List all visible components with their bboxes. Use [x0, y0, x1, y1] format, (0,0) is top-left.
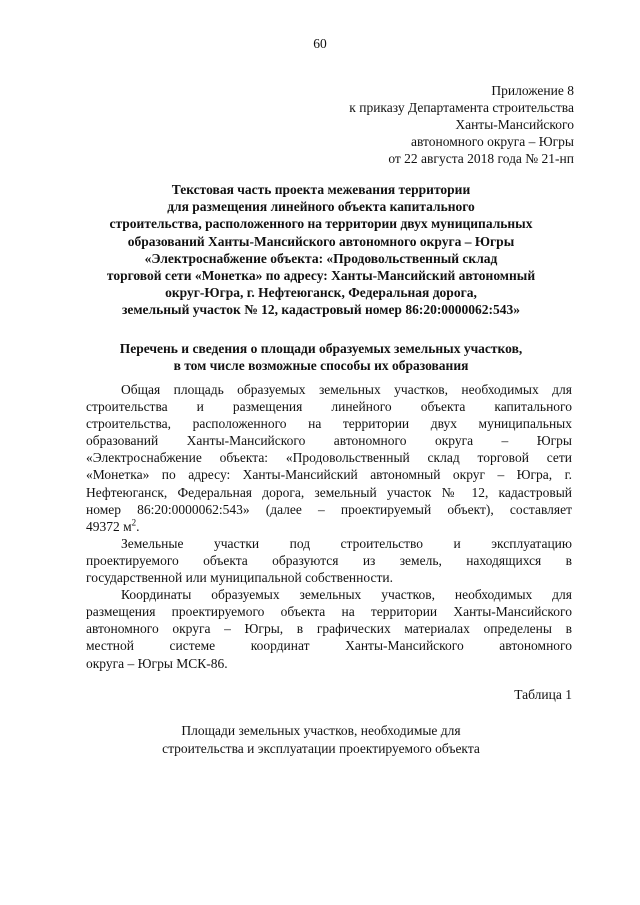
- paragraph-coordinates: [86, 586, 572, 671]
- appendix-region-1: Ханты-Мансийского: [455, 117, 574, 132]
- text-line: государственной или муниципальной собственности.: [86, 570, 393, 586]
- paragraph-land-category: [86, 535, 572, 586]
- text-line: «Электроснабжение объекта: «Продовольственный склад торговой сети: [86, 450, 572, 466]
- appendix-date: от 22 августа 2018 года № 21-нп: [388, 151, 574, 166]
- text-line: Земельные участки под строительство и эксплуатацию: [121, 535, 572, 551]
- area-value: 49372 м: [86, 518, 132, 534]
- title-line: округ-Югра, г. Нефтеюганск, Федеральная дорога,: [165, 285, 477, 301]
- text-line: Координаты образуемых земельных участков, необходимых для: [121, 587, 572, 603]
- text-line: строительства и размещения линейного объекта капитального: [86, 399, 572, 415]
- table-title-line: строительства и эксплуатации проектируемого объекта: [162, 741, 480, 756]
- body-text: [86, 381, 572, 672]
- section-title: [70, 340, 572, 374]
- appendix-header: [349, 82, 574, 167]
- page-number: 60: [313, 36, 327, 51]
- text-line: округа – Югры МСК-86.: [86, 655, 228, 671]
- text-line: местной системе координат Ханты-Мансийского автономного: [86, 638, 572, 654]
- table-title: [70, 722, 572, 758]
- section-title-line: в том числе возможные способы их образования: [173, 358, 469, 373]
- area-unit-exponent: 2: [131, 517, 137, 528]
- text-line: Нефтеюганск, Федеральная дорога, земельный участок № 12, кадастровый: [86, 484, 572, 500]
- paragraph-total-area: [86, 381, 572, 535]
- text-line: Общая площадь образуемых земельных участков, необходимых для: [121, 382, 572, 397]
- text-line: автономного округа – Югры, в графических материалах определены в: [86, 621, 572, 637]
- title-line: торговой сети «Монетка» по адресу: Ханты-Мансийский автономный: [106, 268, 536, 284]
- appendix-number: Приложение 8: [491, 83, 574, 98]
- title-line: для размещения линейного объекта капитального: [167, 199, 475, 215]
- area-period: .: [136, 518, 140, 534]
- appendix-order: к приказу Департамента строительства: [349, 100, 574, 115]
- text-line: проектируемого объекта образуются из земель, находящихся в: [86, 552, 572, 568]
- text-line-area: [86, 518, 572, 535]
- title-line: «Электроснабжение объекта: «Продовольственный склад: [144, 250, 498, 266]
- document-title: [70, 181, 572, 319]
- table-label: Таблица 1: [514, 687, 572, 702]
- text-line: «Монетка» по адресу: Ханты-Мансийский автономный округ – Югра, г.: [86, 467, 572, 483]
- title-line: земельный участок № 12, кадастровый номер 86:20:0000062:543»: [121, 302, 521, 318]
- text-line: образований Ханты-Мансийского автономного округа – Югры: [86, 433, 572, 449]
- section-title-line: Перечень и сведения о площади образуемых земельных участков,: [119, 341, 523, 356]
- title-line: образований Ханты-Мансийского автономного округа – Югры: [127, 233, 515, 249]
- text-line: строительства, расположенного на территории двух муниципальных: [86, 416, 572, 432]
- appendix-region-2: автономного округа – Югры: [411, 134, 574, 149]
- table-title-line: Площади земельных участков, необходимые для: [181, 723, 461, 738]
- text-line: размещения проектируемого объекта на территории Ханты-Мансийского: [86, 604, 572, 620]
- title-line: строительства, расположенного на территории двух муниципальных: [109, 216, 533, 232]
- title-line: Текстовая часть проекта межевания территории: [171, 182, 471, 197]
- text-line: номер 86:20:0000062:543» (далее – проектируемый объект), составляет: [86, 501, 572, 517]
